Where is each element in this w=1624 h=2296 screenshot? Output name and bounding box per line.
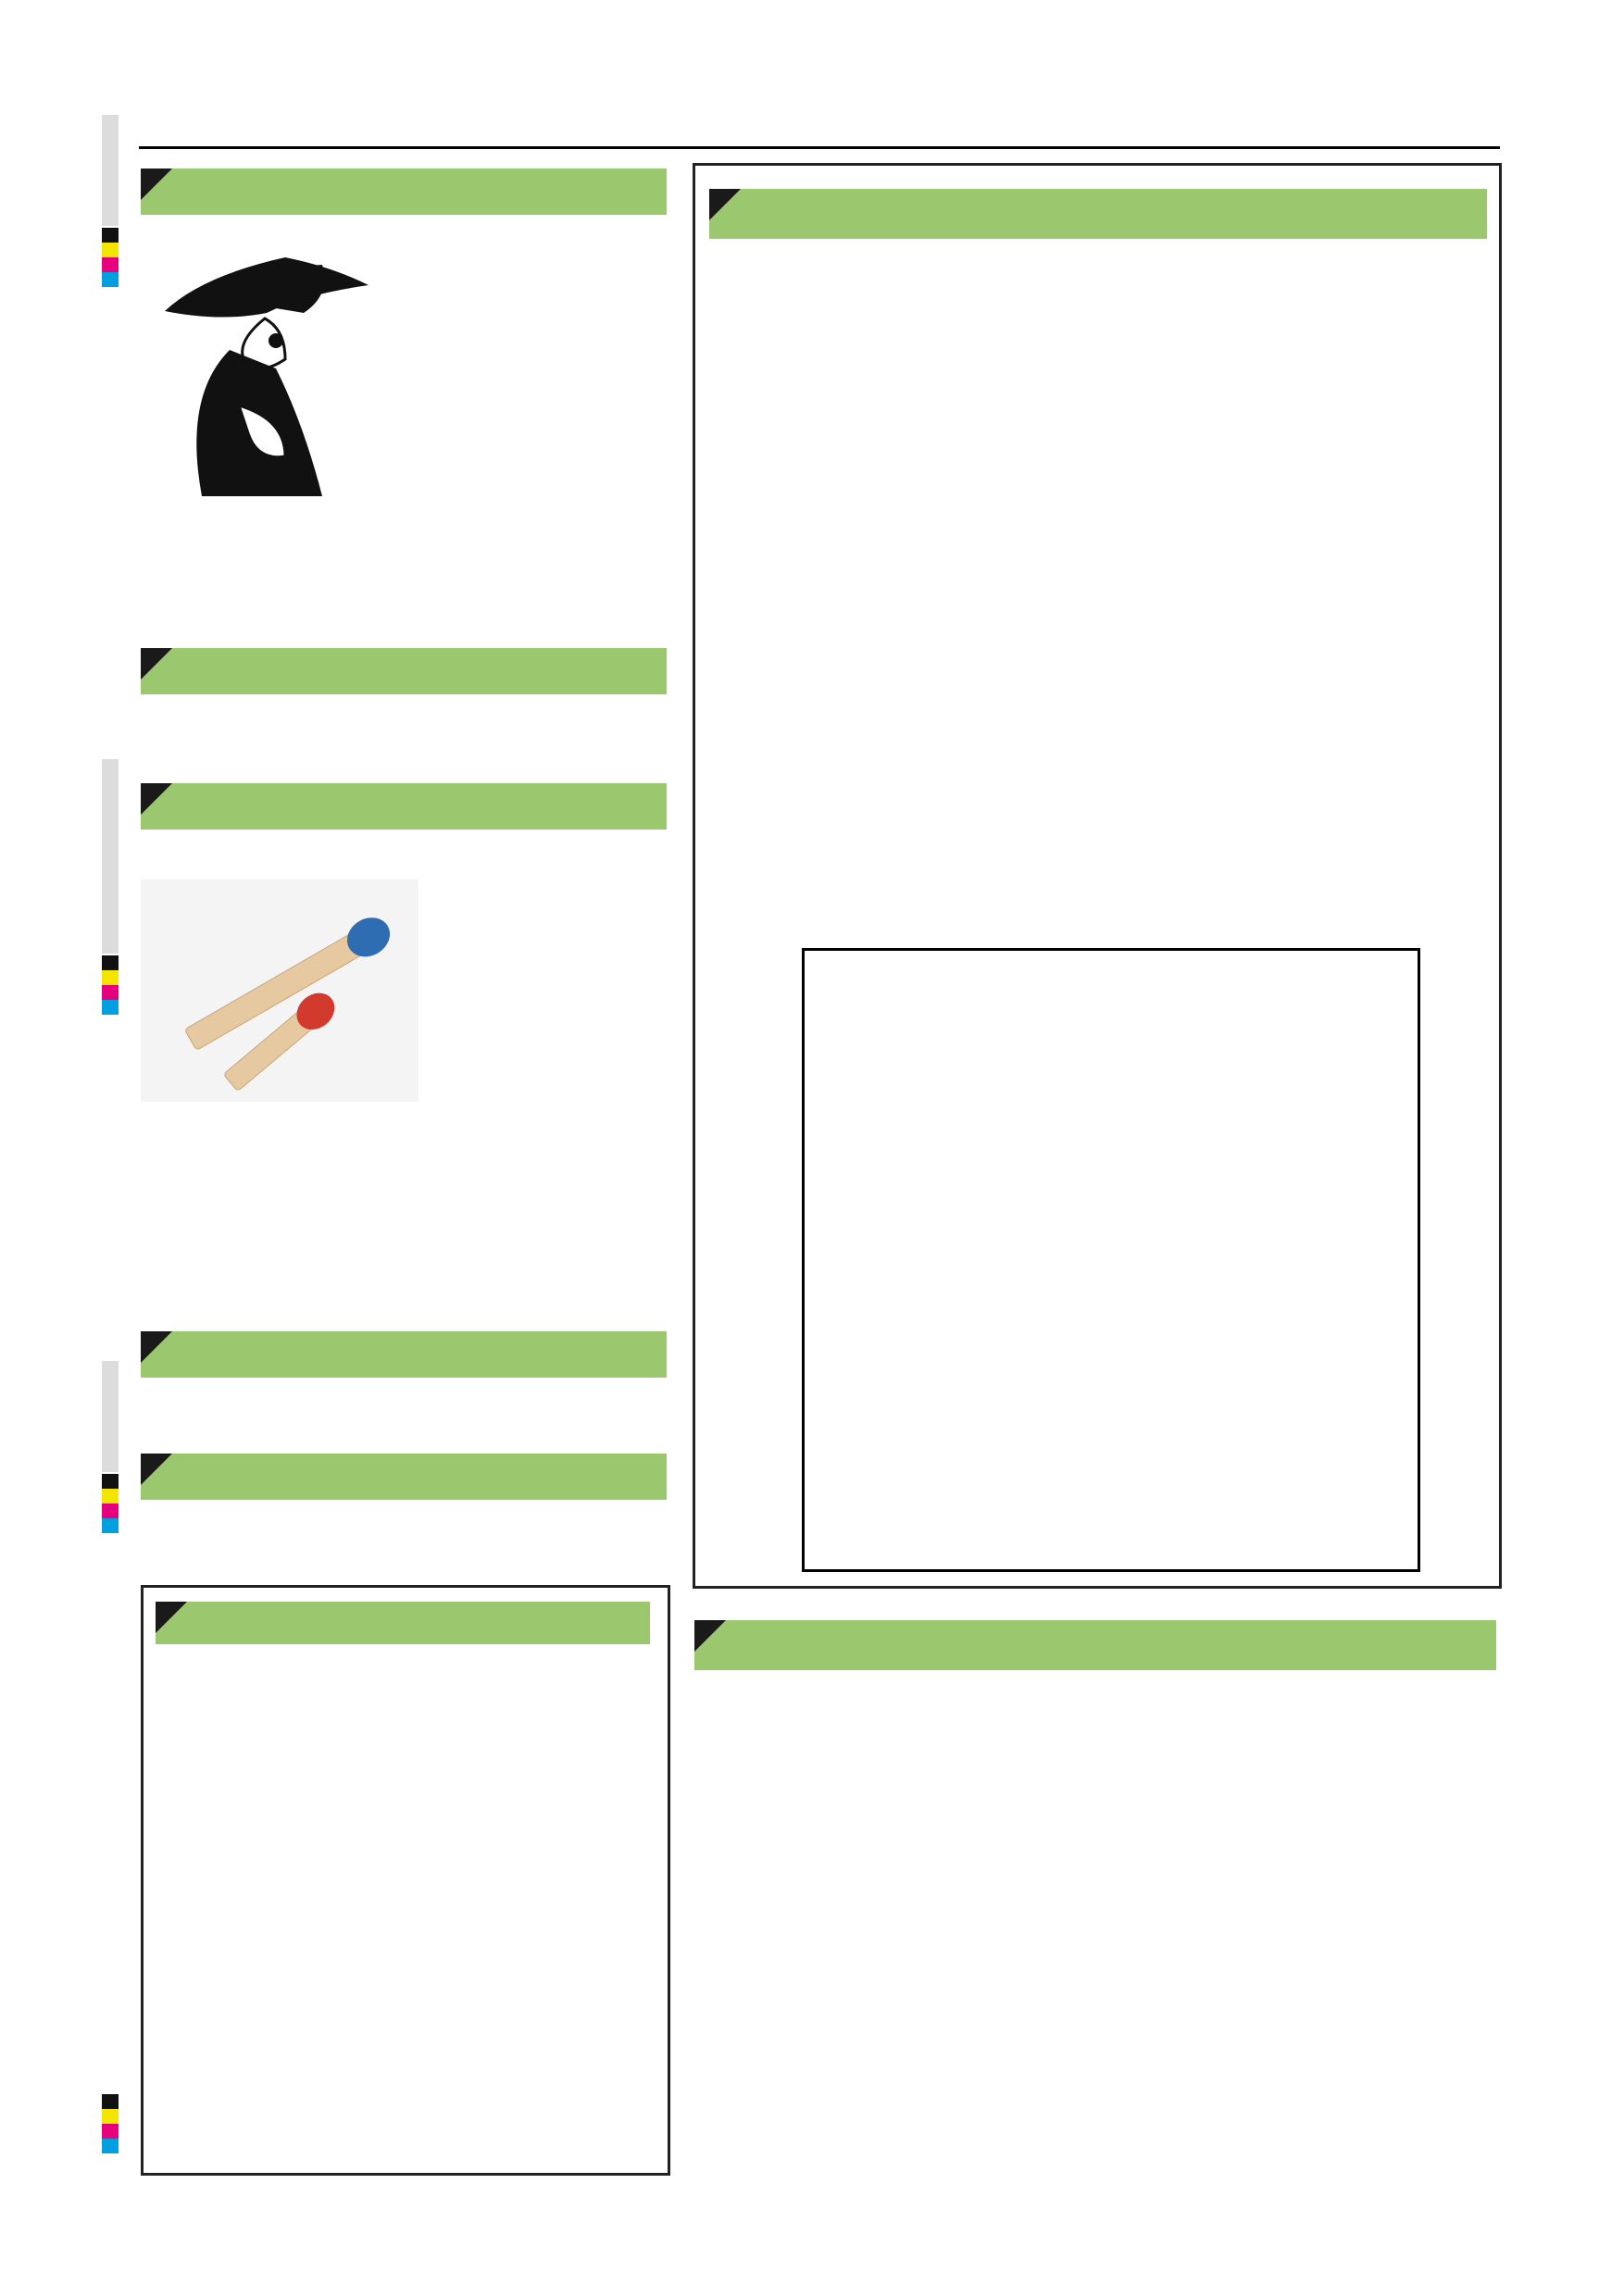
sudoku-frame	[141, 1585, 670, 2176]
matchstick-image	[141, 880, 418, 1102]
spy-cartoon	[146, 248, 378, 496]
cryptoquip-clue	[694, 1998, 1496, 2021]
masthead	[139, 115, 1500, 149]
riddle-band	[141, 1454, 667, 1500]
registration-mark	[102, 955, 119, 1015]
sudoku-band	[156, 1602, 650, 1644]
cryptoquip-band	[694, 1620, 1496, 1670]
phrase-body-right	[433, 881, 667, 901]
registration-mark	[102, 2094, 119, 2153]
phrase-band	[141, 783, 667, 830]
word-of-day-band	[141, 168, 667, 215]
crossword-band	[709, 189, 1487, 239]
margin-grey-bar	[102, 1361, 119, 1472]
registration-mark	[102, 228, 119, 287]
registration-mark	[102, 1474, 119, 1533]
quote-band	[141, 1331, 667, 1378]
margin-grey-bar	[102, 115, 119, 226]
crossword-grid	[802, 948, 1420, 1572]
across-clues-cont	[972, 250, 1222, 269]
word-body-right	[389, 248, 667, 287]
margin-grey-bar	[102, 759, 119, 954]
odd-word-band	[141, 648, 667, 694]
